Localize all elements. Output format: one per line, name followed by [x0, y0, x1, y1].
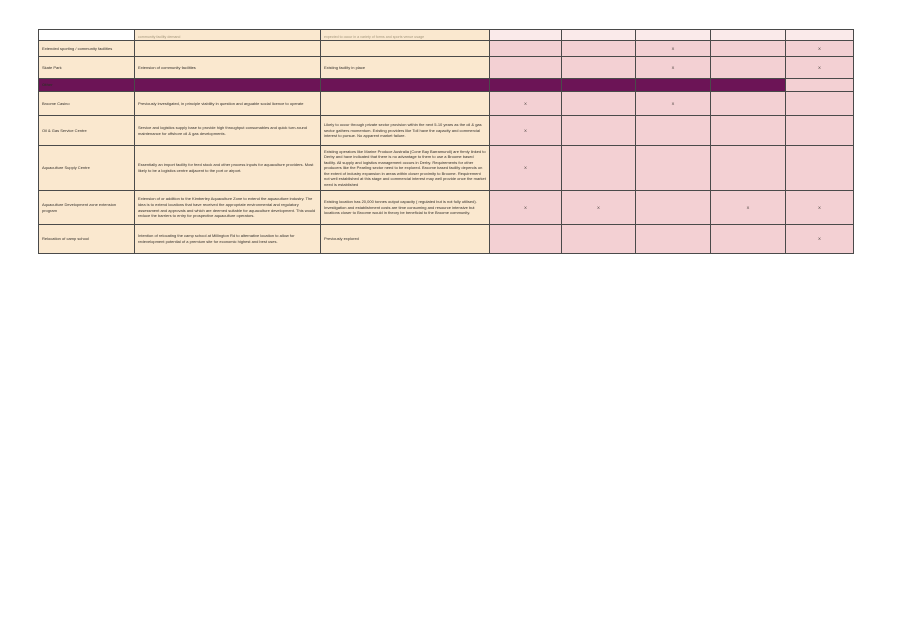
section-cell [135, 79, 321, 92]
mark-cell [711, 225, 786, 254]
mark-cell [636, 191, 711, 225]
mark-cell [636, 146, 711, 191]
clipped-description-cell: community facility demand [135, 30, 321, 41]
mark-cell [711, 57, 786, 79]
mark-cell: X [562, 191, 636, 225]
description-cell: Essentially an import facility for feed stock and other process inputs for aquaculture providers. Most likely to be a logistics centre adjacent to the port or airport. [135, 146, 321, 191]
mark-cell: X [711, 191, 786, 225]
table-row [39, 146, 854, 191]
commentary-cell: Previously explored [321, 225, 490, 254]
mark-cell: X [636, 41, 711, 57]
mark-cell: X [490, 116, 562, 146]
section-cell [562, 79, 636, 92]
mark-cell [711, 116, 786, 146]
clipped-mark-cell [562, 30, 636, 41]
table-row [39, 41, 854, 57]
mark-cell [562, 57, 636, 79]
mark-cell [636, 225, 711, 254]
commentary-cell [321, 41, 490, 57]
section-cell [636, 79, 711, 92]
mark-cell [636, 116, 711, 146]
mark-cell [786, 116, 854, 146]
mark-cell [490, 57, 562, 79]
section-end-cell [786, 79, 854, 92]
option-name-cell: Relocation of camp school [39, 225, 135, 254]
mark-cell: X [636, 57, 711, 79]
description-cell: Previously investigated, in principle viability in question and arguable social licence to operate [135, 92, 321, 116]
clipped-commentary-cell: expected to occur in a variety of forms and sports venue usage [321, 30, 490, 41]
mark-cell [786, 146, 854, 191]
table-row [39, 191, 854, 225]
options-assessment-table [38, 29, 854, 254]
mark-cell [711, 41, 786, 57]
mark-cell: X [636, 92, 711, 116]
description-cell: Intention of relocating the camp school at Millington Rd to alternative location to allow for redevelopment potential of a premium site for economic highest and best uses. [135, 225, 321, 254]
clipped-option-cell [39, 30, 135, 41]
table-row [39, 225, 854, 254]
mark-cell [562, 225, 636, 254]
description-cell: Service and logistics supply base to provide high throughput consumables and quick turn-round maintenance for offshore oil & gas developments. [135, 116, 321, 146]
mark-cell: X [786, 191, 854, 225]
option-name-cell: Extended sporting / community facilities [39, 41, 135, 57]
section-cell [490, 79, 562, 92]
clipped-top-row [39, 30, 854, 41]
mark-cell [562, 41, 636, 57]
commentary-cell: Likely to occur through private sector provision within the next 5-10 years as the oil & gas sector gathers momentum. Existing providers like Toll have the capacity and commercial interest to pursue. No apparent market failure. [321, 116, 490, 146]
option-name-cell: Skate Park [39, 57, 135, 79]
section-row-other [39, 79, 854, 92]
mark-cell [490, 225, 562, 254]
clipped-mark-cell [636, 30, 711, 41]
mark-cell [562, 146, 636, 191]
description-cell [135, 41, 321, 57]
section-cell [321, 79, 490, 92]
clipped-mark-cell [490, 30, 562, 41]
mark-cell [711, 92, 786, 116]
mark-cell [562, 116, 636, 146]
mark-cell: X [490, 146, 562, 191]
mark-cell [786, 92, 854, 116]
description-cell: Extension of community facilities [135, 57, 321, 79]
option-name-cell: Aquaculture Development zone extension program [39, 191, 135, 225]
section-cell [711, 79, 786, 92]
mark-cell [490, 41, 562, 57]
option-name-cell: Broome Casino [39, 92, 135, 116]
table-row [39, 57, 854, 79]
mark-cell: X [786, 225, 854, 254]
clipped-mark-cell [786, 30, 854, 41]
commentary-cell: Existing location has 20,000 tonnes output capacity ( regulated but is not fully utilised). Investigation and establishment costs are time consuming and resource intensive but locations closer to Broome would in theory be beneficial to the Broome community. [321, 191, 490, 225]
option-name-cell: Oil & Gas Service Centre [39, 116, 135, 146]
option-name-cell: Aquaculture Supply Centre [39, 146, 135, 191]
table-row [39, 92, 854, 116]
table-row [39, 116, 854, 146]
mark-cell [562, 92, 636, 116]
mark-cell [711, 146, 786, 191]
mark-cell: X [490, 191, 562, 225]
clipped-mark-cell [711, 30, 786, 41]
commentary-cell: Existing operators like Marine Produce Australia (Cone Bay Barramundi) are firmly linked to Derby and have indicated that there is no advantage to them to use a Broome based facility. All supply and logistics management occurs in Derby. Requirements for other producers like the Pearling sector need to be explored. Broome based facility depends on the extent of industry expansion in areas within closer proximity to Broome. Requirement not well established at this stage and commercial interest may well provide once the market need is established [321, 146, 490, 191]
mark-cell: X [786, 57, 854, 79]
mark-cell: X [490, 92, 562, 116]
commentary-cell: Existing facility in place [321, 57, 490, 79]
commentary-cell [321, 92, 490, 116]
mark-cell: X [786, 41, 854, 57]
description-cell: Extension of or addition to the Kimberley Aquaculture Zone to extend the aquaculture industry. The idea is to extend locations that have received the appropriate environmental and regulatory assessment and approvals and which are deemed suitable for aquaculture development. This would reduce the barriers to entry for prospective aquaculture operators. [135, 191, 321, 225]
section-label: Other [39, 79, 135, 92]
